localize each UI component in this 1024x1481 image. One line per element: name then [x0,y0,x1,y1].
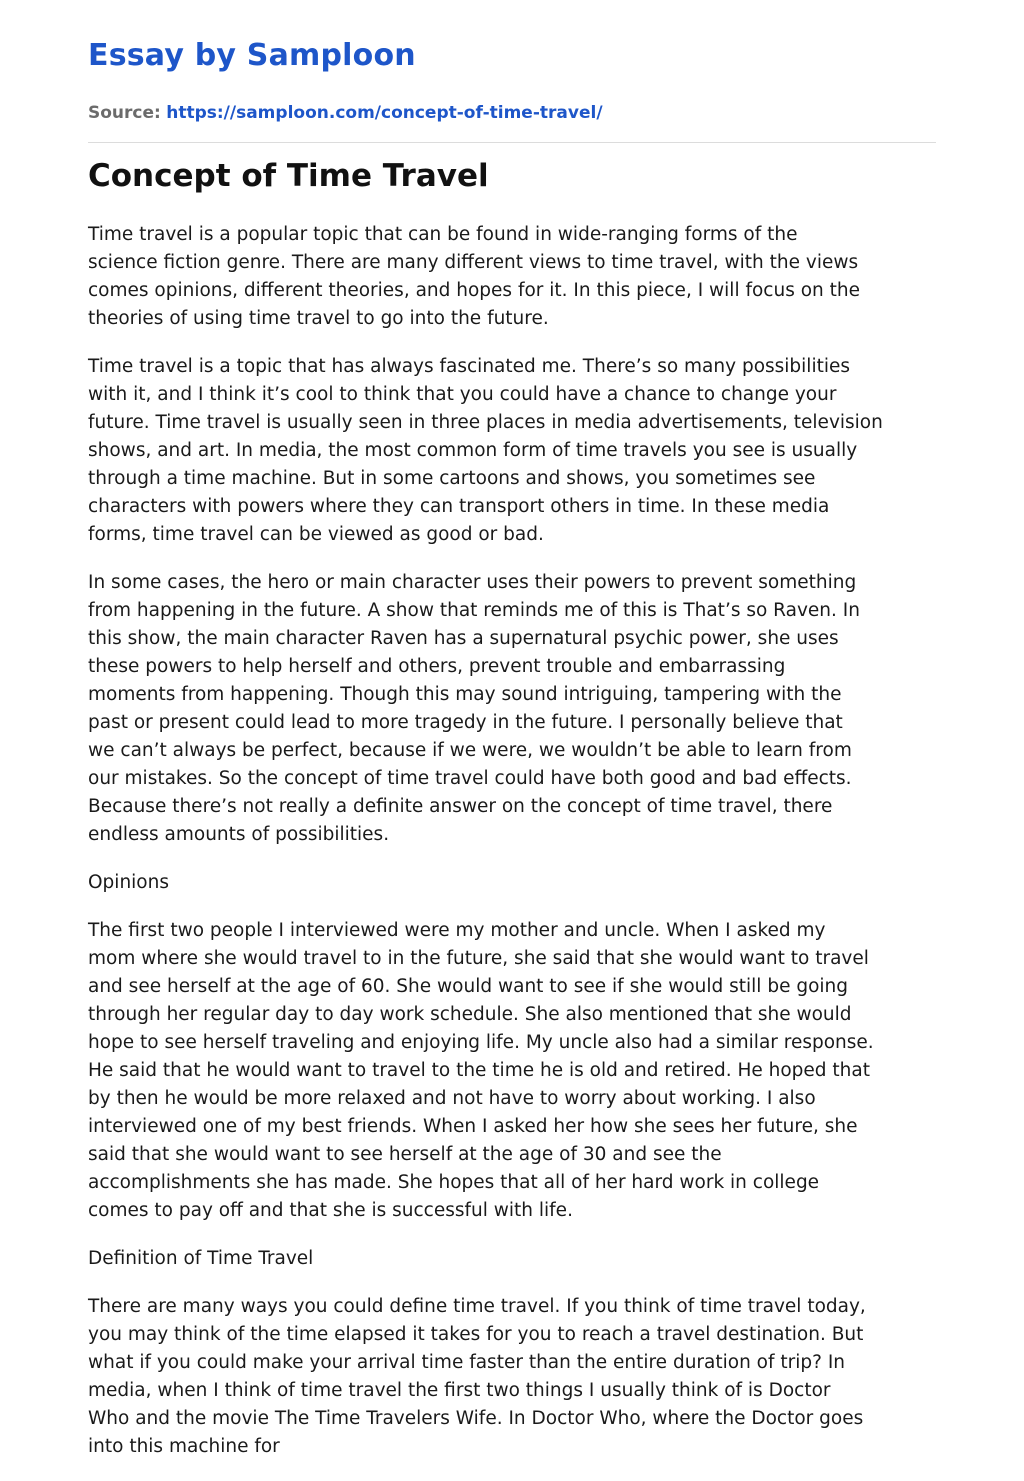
paragraph [88,221,936,333]
text-line: comes to pay off and that she is successful with life. [88,1200,573,1221]
paragraph [88,353,936,549]
section-heading-definition [88,1245,936,1273]
text-line: future. Time travel is usually seen in three places in media advertisements, television [88,412,883,433]
paragraph [88,1293,936,1461]
text-line: media, when I think of time travel the first two things I usually think of is Doctor [88,1380,831,1401]
source-link[interactable]: https://samploon.com/concept-of-time-travel/ [166,103,603,123]
text-line: science fiction genre. There are many different views to time travel, with the views [88,252,859,273]
text-line: this show, the main character Raven has a supernatural psychic power, she uses [88,628,839,649]
text-line: Because there’s not really a definite answer on the concept of time travel, there [88,796,833,817]
text-line: interviewed one of my best friends. When I asked her how she sees her future, she [88,1116,858,1137]
text-line: our mistakes. So the concept of time travel could have both good and bad effects. [88,768,852,789]
text-line: said that she would want to see herself at the age of 30 and see the [88,1144,722,1165]
text-line: from happening in the future. A show that reminds me of this is That’s so Raven. In [88,600,860,621]
essay-title: Concept of Time Travel [88,158,489,194]
text-line: Definition of Time Travel [88,1248,314,1269]
source-label: Source: [88,103,161,123]
text-line: you may think of the time elapsed it takes for you to reach a travel destination. But [88,1324,864,1345]
text-line: Time travel is a topic that has always fascinated me. There’s so many possibilities [88,356,851,377]
text-line: characters with powers where they can transport others in time. In these media [88,496,830,517]
section-heading-opinions [88,869,936,897]
essay-body [88,221,936,1481]
text-line: and see herself at the age of 60. She would want to see if she would still be going [88,976,848,997]
text-line: these powers to help herself and others, prevent trouble and embarrassing [88,656,786,677]
text-line: through a time machine. But in some cartoons and shows, you sometimes see [88,468,816,489]
text-line: endless amounts of possibilities. [88,824,390,845]
text-line: forms, time travel can be viewed as good or bad. [88,524,544,545]
paragraph [88,569,936,849]
text-line: shows, and art. In media, the most common form of time travels you see is usually [88,440,858,461]
source-line [88,102,603,124]
text-line: comes opinions, different theories, and hopes for it. In this piece, I will focus on the [88,280,861,301]
text-line: Opinions [88,872,169,893]
text-line: with it, and I think it’s cool to think that you could have a chance to change your [88,384,837,405]
text-line: The first two people I interviewed were my mother and uncle. When I asked my [88,920,826,941]
text-line: by then he would be more relaxed and not have to worry about working. I also [88,1088,816,1109]
text-line: hope to see herself traveling and enjoying life. My uncle also had a similar response. [88,1032,874,1053]
text-line: we can’t always be perfect, because if we were, we wouldn’t be able to learn from [88,740,852,761]
text-line: mom where she would travel to in the future, she said that she would want to travel [88,948,869,969]
text-line: accomplishments she has made. She hopes that all of her hard work in college [88,1172,820,1193]
text-line: He said that he would want to travel to the time he is old and retired. He hoped that [88,1060,870,1081]
text-line: into this machine for [88,1436,280,1457]
text-line: moments from happening. Though this may sound intriguing, tampering with the [88,684,842,705]
text-line: In some cases, the hero or main character uses their powers to prevent something [88,572,857,593]
paragraph [88,917,936,1225]
text-line: theories of using time travel to go into the future. [88,308,549,329]
site-title: Essay by Samploon [88,38,416,73]
header-divider [88,142,936,143]
text-line: Who and the movie The Time Travelers Wife. In Doctor Who, where the Doctor goes [88,1408,864,1429]
text-line: There are many ways you could define time travel. If you think of time travel today, [88,1296,866,1317]
text-line: Time travel is a popular topic that can be found in wide-ranging forms of the [88,224,798,245]
text-line: through her regular day to day work schedule. She also mentioned that she would [88,1004,852,1025]
text-line: what if you could make your arrival time faster than the entire duration of trip? In [88,1352,846,1373]
text-line: past or present could lead to more tragedy in the future. I personally believe that [88,712,843,733]
